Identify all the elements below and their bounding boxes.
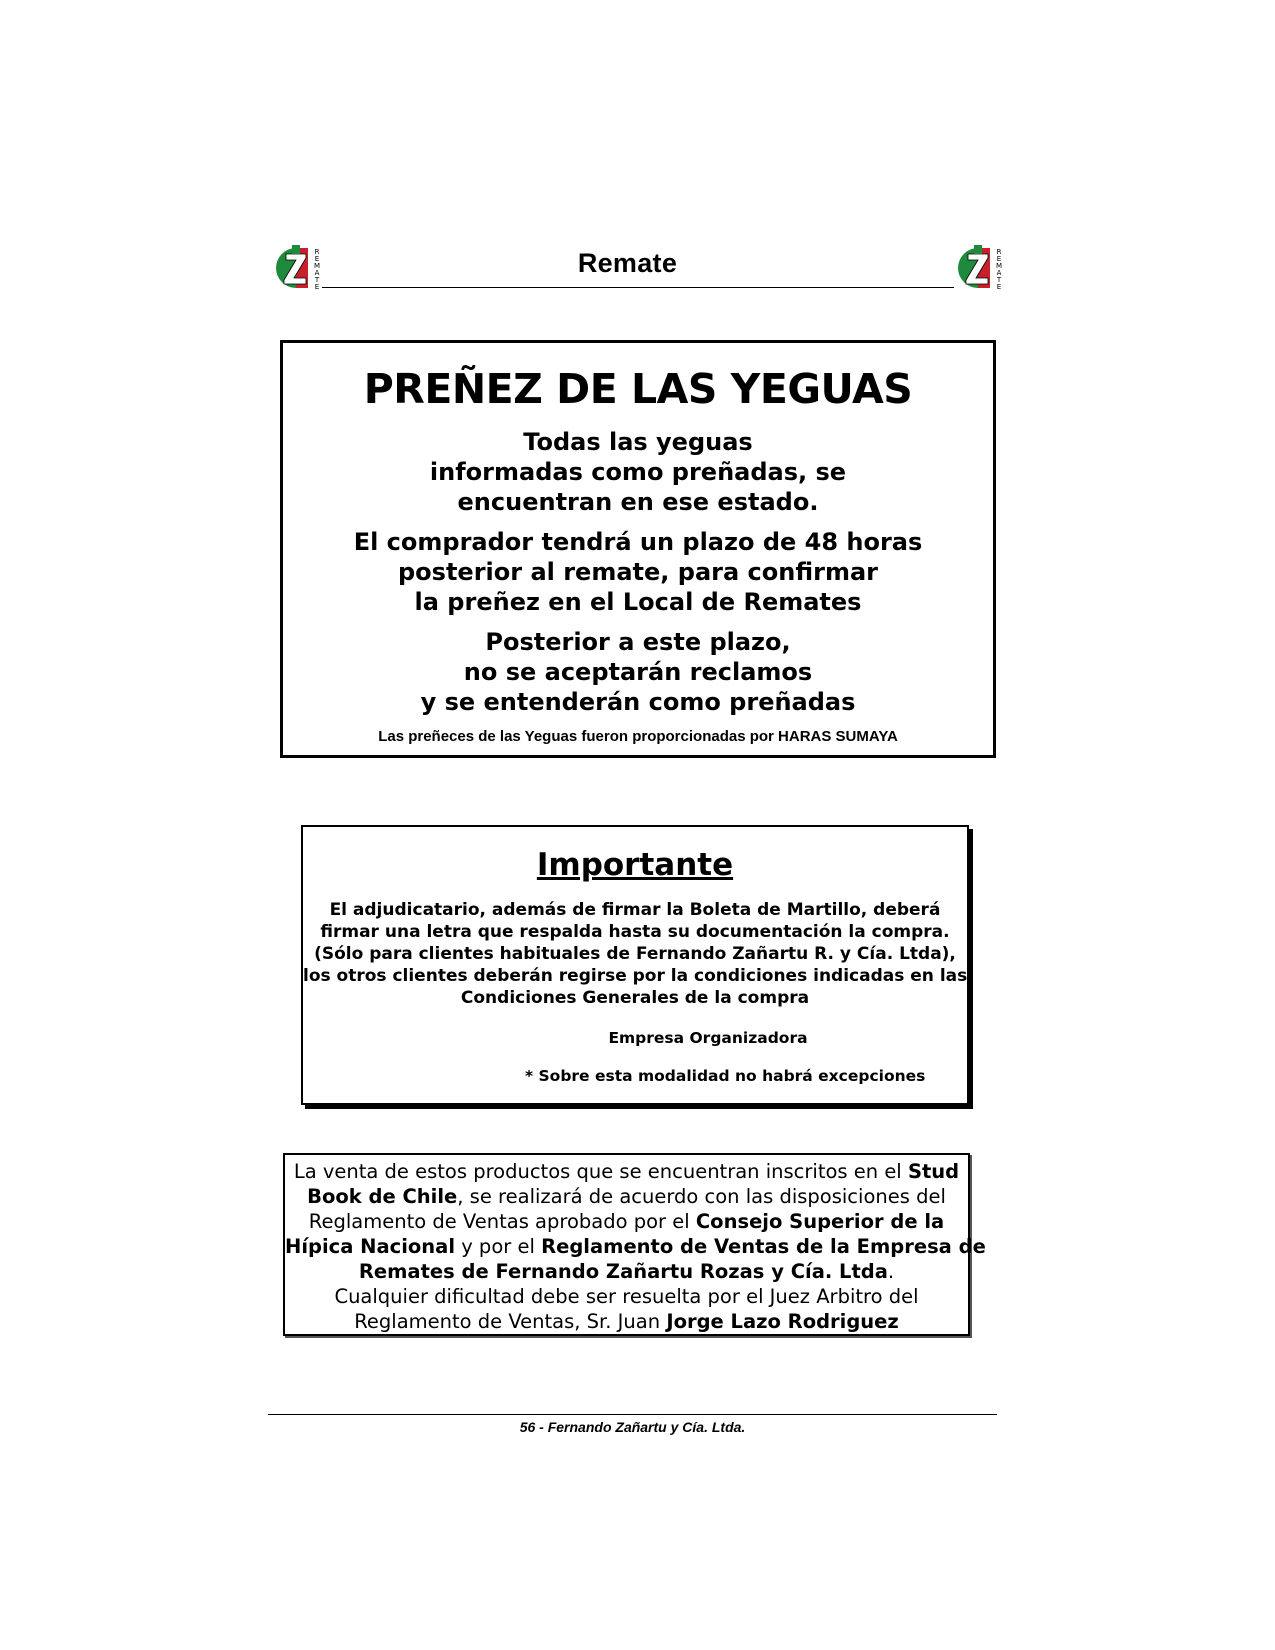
legal-text: , se realizará de acuerdo con las disposiciones del	[457, 1185, 946, 1208]
pregnancy-notice-box	[280, 340, 996, 758]
legal-emphasis: Remates de Fernando Zañartu Rozas y Cía. Ltda	[358, 1260, 888, 1283]
important-line: El adjudicatario, además de firmar la Boleta de Martillo, deberá	[329, 900, 941, 920]
legal-emphasis: Book de Chile	[307, 1185, 458, 1208]
exception-note: * Sobre esta modalidad no habrá excepciones	[525, 1067, 926, 1085]
svg-text:R: R	[314, 248, 320, 256]
svg-text:A: A	[314, 269, 320, 277]
legal-terms-box	[283, 1153, 986, 1336]
important-line: firmar una letra que respalda hasta su documentación la compra.	[320, 922, 950, 942]
legal-line	[285, 1234, 986, 1259]
notice-line: no se aceptarán reclamos	[463, 658, 813, 686]
notice-line: encuentran en ese estado.	[457, 488, 819, 516]
svg-text:E: E	[314, 283, 320, 291]
legal-emphasis: Hípica Nacional	[285, 1235, 455, 1258]
legal-emphasis: Jorge Lazo Rodriguez	[666, 1310, 899, 1333]
legal-text: .	[887, 1260, 895, 1283]
notice-paragraph-1	[283, 427, 993, 517]
legal-emphasis: Stud	[907, 1160, 960, 1183]
legal-text: Reglamento de Ventas, Sr. Juan	[354, 1310, 667, 1333]
important-body	[303, 899, 967, 1009]
legal-text: Reglamento de Ventas aprobado por el	[308, 1210, 696, 1233]
footer-rule	[268, 1414, 997, 1415]
svg-text:T: T	[996, 276, 1002, 284]
legal-line	[285, 1259, 968, 1284]
svg-text:E: E	[996, 283, 1002, 291]
notice-paragraph-3	[283, 627, 993, 717]
svg-text:M: M	[313, 262, 321, 270]
important-line: los otros clientes deberán regirse por la condiciones indicadas en las	[303, 966, 968, 986]
page-footer: 56 - Fernando Zañartu y Cía. Ltda.	[519, 1419, 746, 1435]
notice-line: Todas las yeguas	[523, 428, 753, 456]
notice-paragraph-2	[283, 527, 993, 617]
notice-headline: PREÑEZ DE LAS YEGUAS	[363, 365, 913, 413]
organizer-label: Empresa Organizadora	[608, 1029, 808, 1047]
legal-line	[285, 1159, 968, 1184]
notice-line: El comprador tendrá un plazo de 48 horas	[353, 528, 923, 556]
header-rule	[322, 287, 954, 288]
svg-text:R: R	[996, 248, 1002, 256]
legal-line	[285, 1309, 968, 1334]
svg-text:E: E	[314, 255, 320, 263]
legal-emphasis: Reglamento de Ventas de la Empresa de	[541, 1235, 986, 1258]
header-title: Remate	[577, 248, 678, 278]
svg-text:T: T	[314, 276, 320, 284]
notice-line: y se entenderán como preñadas	[420, 688, 856, 716]
notice-line: la preñez en el Local de Remates	[414, 588, 862, 616]
legal-text: La venta de estos productos que se encuentran inscritos en el	[293, 1160, 908, 1183]
svg-text:M: M	[995, 262, 1003, 270]
notice-line: Posterior a este plazo,	[485, 628, 791, 656]
legal-line	[285, 1209, 968, 1234]
legal-line	[285, 1184, 968, 1209]
company-logo	[954, 244, 1006, 292]
important-line: (Sólo para clientes habituales de Fernando Zañartu R. y Cía. Ltda),	[314, 944, 956, 964]
legal-text: y por el	[455, 1235, 542, 1258]
notice-line: informadas como preñadas, se	[429, 458, 847, 486]
svg-text:A: A	[996, 269, 1002, 277]
important-box	[301, 825, 969, 1105]
notice-line: posterior al remate, para confirmar	[398, 558, 878, 586]
legal-line: Cualquier dificultad debe ser resuelta por el Juez Arbitro del	[334, 1285, 919, 1308]
notice-source-note: Las preñeces de las Yeguas fueron proporcionadas por HARAS SUMAYA	[378, 728, 898, 745]
svg-text:E: E	[996, 255, 1002, 263]
important-title: Importante	[536, 847, 734, 883]
important-line: Condiciones Generales de la compra	[460, 988, 810, 1008]
legal-emphasis: Consejo Superior de la	[695, 1210, 945, 1233]
